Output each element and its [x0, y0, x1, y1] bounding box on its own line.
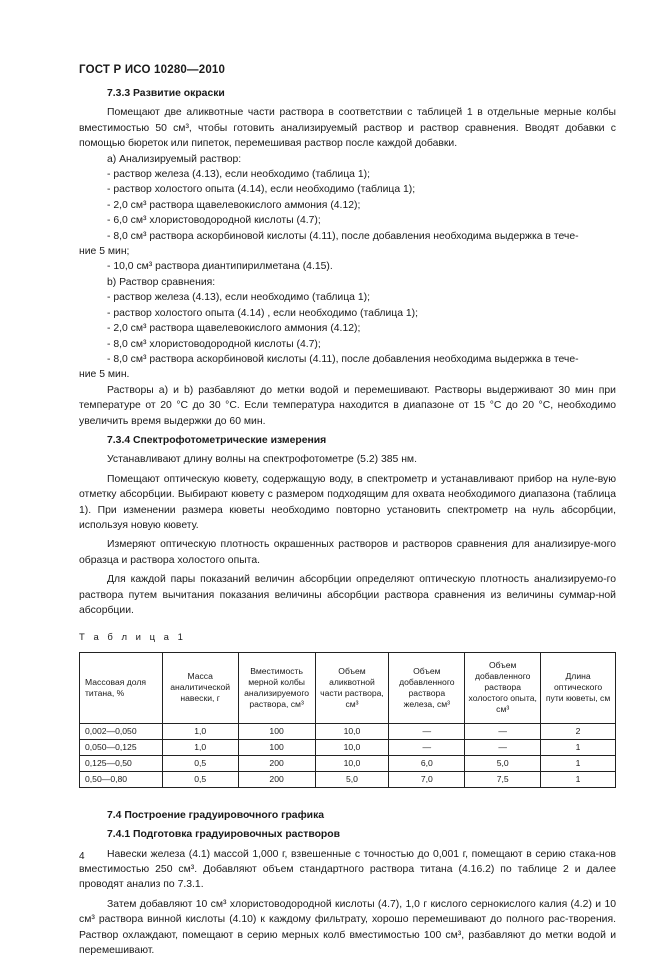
section-734-paragraph: Измеряют оптическую плотность окрашенных растворов и растворов сравнения для анализируе-мого образца и раствора холостого опыта. [79, 539, 616, 566]
section-741-paragraph: Навески железа (4.1) массой 1,000 г, взвешенные с точностью до 0,001 г, помещают в серию стака-нов вместимостью 250 см³. Добавляют объем стандартного раствора титана (4.16.2) по таблице 2 и далее проводят анализ по 7.3.1. [79, 848, 616, 891]
list-a-item: - раствор железа (4.13), если необходимо (таблица 1); [107, 169, 370, 181]
table-header-row [80, 652, 616, 723]
section-734-heading: 7.3.4 Спектрофотометрические измерения [107, 434, 327, 446]
table-cell: 0,050—0,125 [80, 739, 163, 755]
list-b-label: b) Раствор сравнения: [107, 276, 216, 288]
list-b-item: - 8,0 см³ хлористоводородной кислоты (4.7); [107, 338, 321, 350]
table-1 [79, 652, 616, 788]
section-734-paragraph: Для каждой пары показаний величин абсорбции определяют оптическую плотность анализируемо-го раствора путем вычитания показания величины абсорбции раствора сравнения из величины суммар-ной абсорбции. [79, 574, 616, 616]
document-id: ГОСТ Р ИСО 10280—2010 [79, 64, 226, 76]
section-741-paragraph: Затем добавляют 10 см³ хлористоводородной кислоты (4.7), 1,0 г кислого сернокислого калия (4.2) и 10 см³ раствора винной кислоты (4.10) к каждому фильтрату, хорошо перемешивают до полного рас-творения. Раствор охлаждают, помещают в серию мерных колб вместимостью 100 см³, разбавляют до метки водой и перемешивают. [79, 898, 616, 957]
table-header-cell: Объем аликвотной части раствора, см³ [315, 652, 389, 723]
table-cell: 6,0 [389, 755, 465, 771]
table-cell: 200 [238, 771, 315, 787]
table-cell: 7,5 [465, 771, 541, 787]
page-content [79, 86, 616, 958]
table-cell: 100 [238, 723, 315, 739]
table-cell: 200 [238, 755, 315, 771]
table-cell: 10,0 [315, 755, 389, 771]
list-a-item: - 10,0 см³ раствора диантипирилметана (4.15). [107, 261, 333, 273]
list-b-item: - раствор железа (4.13), если необходимо (таблица 1); [107, 292, 370, 304]
table-cell: 10,0 [315, 739, 389, 755]
table-cell: 5,0 [465, 755, 541, 771]
table-cell: 10,0 [315, 723, 389, 739]
table-cell: — [465, 723, 541, 739]
list-b-item: - 2,0 см³ раствора щавелевокислого аммония (4.12); [107, 323, 361, 335]
list-a-item: - раствор холостого опыта (4.14), если необходимо (таблица 1); [107, 184, 416, 196]
table-header-cell: Вместимость мерной колбы анализируемого раствора, см³ [238, 652, 315, 723]
section-733-intro: Помещают две аликвотные части раствора в соответствии с таблицей 1 в отдельные мерные колбы вместимостью 50 см³, чтобы готовить анализируемый раствор и раствор сравнения. Вводят добавки с помощью бюреток или пипеток, перемешивая раствор после каждой добавки. [79, 107, 616, 150]
list-a-item: - 2,0 см³ раствора щавелевокислого аммония (4.12); [107, 199, 361, 211]
table-cell: 0,50—0,80 [80, 771, 163, 787]
section-733-heading: 7.3.3 Развитие окраски [107, 88, 225, 99]
table-row [80, 739, 616, 755]
table-cell: 0,125—0,50 [80, 755, 163, 771]
table-header-cell: Масса аналитической навески, г [162, 652, 238, 723]
list-a-item: - 8,0 см³ раствора аскорбиновой кислоты (4.11), после добавления необходима выдержка в тече- [107, 230, 579, 242]
page-number: 4 [79, 851, 85, 862]
table-cell: 1,0 [162, 739, 238, 755]
table-cell: 0,5 [162, 771, 238, 787]
section-734-paragraph: Устанавливают длину волны на спектрофотометре (5.2) 385 нм. [107, 454, 417, 466]
list-b-item: - 8,0 см³ раствора аскорбиновой кислоты (4.11), после добавления необходима выдержка в тече- [107, 353, 579, 365]
section-734-paragraph: Помещают оптическую кювету, содержащую воду, в спектрометр и устанавливают прибор на нуле-вую отметку абсорбции. Выбирают кювету с размером подходящим для охвата необходимого диапазона (таблица 1). При изменении размера кюветы необходимо повторно установить спектрометр на нуль абсорбции, используя новую кювету. [79, 473, 616, 531]
section-74-heading: 7.4 Построение градуировочного графика [107, 809, 325, 821]
list-a-item-cont: ние 5 мин; [79, 246, 130, 258]
section-741-heading: 7.4.1 Подготовка градуировочных растворов [107, 829, 340, 841]
table-row [80, 755, 616, 771]
table-cell: — [389, 723, 465, 739]
list-a-item: - 6,0 см³ хлористоводородной кислоты (4.7); [107, 215, 321, 227]
table-cell: 0,002—0,050 [80, 723, 163, 739]
table-cell: 5,0 [315, 771, 389, 787]
table-header-cell: Длина оптического пути кюветы, см [541, 652, 616, 723]
table-cell: 2 [541, 723, 616, 739]
table-row [80, 723, 616, 739]
table-header-cell: Объем добавленного раствора железа, см³ [389, 652, 465, 723]
table-header-cell: Объем добавленного раствора холостого опыта, см³ [465, 652, 541, 723]
list-b-item-cont: ние 5 мин. [79, 369, 130, 381]
table-cell: 1 [541, 755, 616, 771]
table-header-cell: Массовая доля титана, % [80, 652, 163, 723]
table-cell: 100 [238, 739, 315, 755]
table-cell: — [389, 739, 465, 755]
table-cell: 0,5 [162, 755, 238, 771]
table-cell: 1,0 [162, 723, 238, 739]
table-cell: 1 [541, 771, 616, 787]
table-row [80, 771, 616, 787]
list-b-item: - раствор холостого опыта (4.14) , если необходимо (таблица 1); [107, 307, 419, 319]
table-caption: Т а б л и ц а 1 [79, 632, 186, 644]
section-733-after: Растворы а) и b) разбавляют до метки водой и перемешивают. Растворы выдерживают 30 мин при температуре от 20 °С до 30 °С. Если температура находится в диапазоне от 15 °С до 20 °С, необходимо увеличить время выдержки до 60 мин. [79, 384, 616, 427]
table-cell: — [465, 739, 541, 755]
table-cell: 7,0 [389, 771, 465, 787]
list-a-label: а) Анализируемый раствор: [107, 153, 242, 165]
table-cell: 1 [541, 739, 616, 755]
